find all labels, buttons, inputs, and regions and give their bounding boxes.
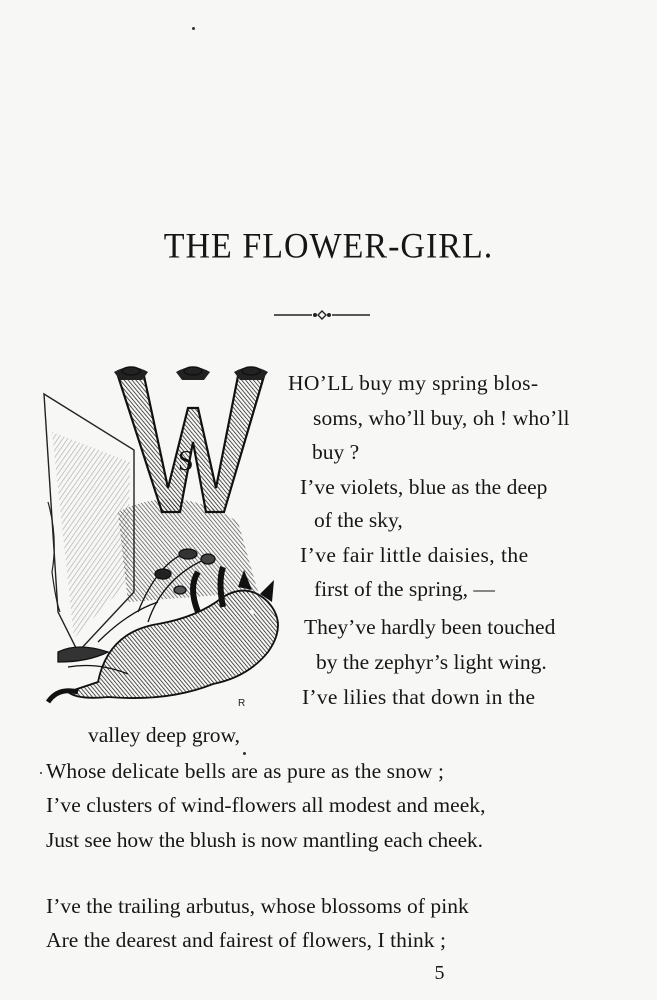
speck xyxy=(243,752,246,755)
speck xyxy=(40,772,42,774)
poem-line-6: I’ve fair little daisies, the xyxy=(300,543,529,567)
poem-line-10: I’ve lilies that down in the xyxy=(302,685,536,709)
poem-line-15: I’ve the trailing arbutus, whose blossoms of pink xyxy=(46,894,469,918)
poem-title: THE FLOWER-GIRL. xyxy=(163,227,494,266)
poem-line-1: HO’LL buy my spring blos- xyxy=(288,371,539,395)
poem-line-14: Just see how the blush is now mantling each cheek. xyxy=(46,828,483,852)
drop-cap-illustration xyxy=(38,362,290,712)
poem-line-4: I’ve violets, blue as the deep xyxy=(300,475,548,499)
poem-line-2: soms, who’ll buy, oh ! who’ll xyxy=(313,406,570,430)
poem-line-7: first of the spring, — xyxy=(314,577,495,601)
poem-line-5: of the sky, xyxy=(314,508,403,532)
ornamental-letter-w xyxy=(114,367,268,512)
poem-line-9: by the zephyr’s light wing. xyxy=(316,650,547,674)
title-ornament xyxy=(272,308,372,322)
svg-text:S: S xyxy=(178,446,194,477)
poem-line-16: Are the dearest and fairest of flowers, I think ; xyxy=(46,928,447,952)
poem-line-12: Whose delicate bells are as pure as the snow ; xyxy=(46,759,445,783)
speck xyxy=(192,27,195,30)
svg-text:R: R xyxy=(238,698,246,709)
poem-line-8: They’ve hardly been touched xyxy=(304,615,556,639)
poem-line-3: buy ? xyxy=(312,440,360,464)
poem-line-13: I’ve clusters of wind-flowers all modest and meek, xyxy=(46,793,486,817)
page-number: 5 xyxy=(434,962,445,984)
poem-line-11: valley deep grow, xyxy=(88,723,241,747)
